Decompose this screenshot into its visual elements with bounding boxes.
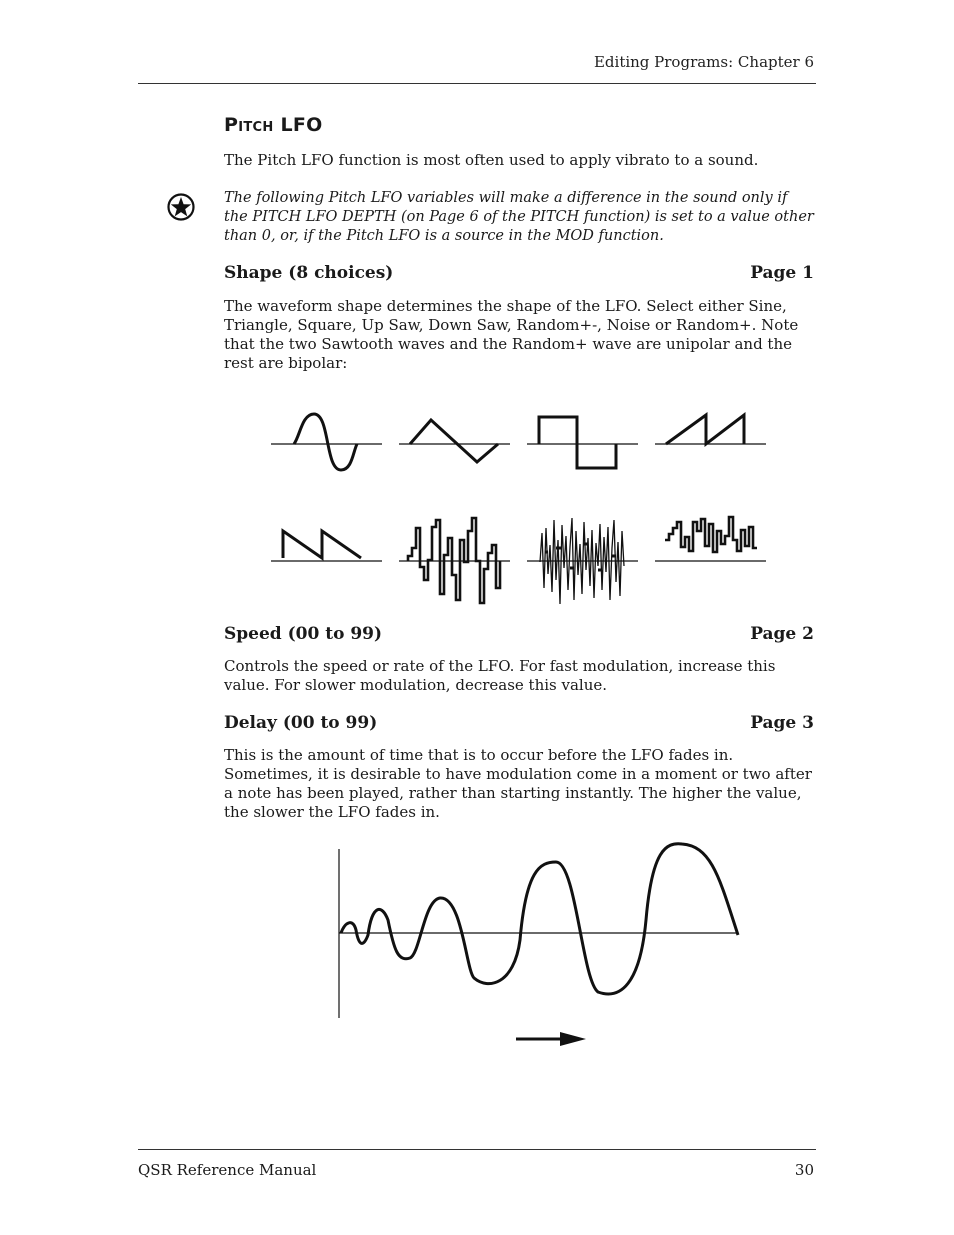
delay-fade-curve xyxy=(341,844,738,994)
param-shape-page: Page 1 xyxy=(750,263,814,283)
footer-manual-title: QSR Reference Manual xyxy=(138,1161,317,1179)
param-speed-page: Page 2 xyxy=(750,624,814,644)
param-shape-text: The waveform shape determines the shape of the LFO. Select either Sine, Triangle, Square, Up Saw, Down Saw, Random+-, Noise or Random+. Note that the two Sawtooth waves and the Random+ wave are unipolar and the rest are bipolar: xyxy=(224,297,799,372)
param-delay-page: Page 3 xyxy=(750,713,814,733)
footer-page-number: 30 xyxy=(794,1161,814,1179)
time-arrow-icon xyxy=(516,1032,586,1046)
footer-rule xyxy=(138,1149,816,1150)
param-speed-text: Controls the speed or rate of the LFO. For fast modulation, increase this value. For slower modulation, decrease this value. xyxy=(224,657,776,694)
param-shape-name: Shape (8 choices) xyxy=(224,263,394,283)
param-delay-name: Delay (00 to 99) xyxy=(224,713,378,733)
param-speed-name: Speed (00 to 99) xyxy=(224,624,383,644)
param-delay-text: This is the amount of time that is to occur before the LFO fades in. Sometimes, it is desirable to have modulation come in a moment or two after a note has been played, rather than starting instantly. The higher the value, the slower the LFO fades in. xyxy=(224,746,812,821)
running-head: Editing Programs: Chapter 6 xyxy=(593,53,814,71)
note-text: The following Pitch LFO variables will make a difference in the sound only if the PITCH LFO DEPTH (on Page 6 of the PITCH function) is set to a value other than 0, or, if the Pitch LFO is a source in the MOD function. xyxy=(224,190,814,244)
section-title: Pitch LFO xyxy=(224,114,323,136)
intro-text: The Pitch LFO function is most often used to apply vibrato to a sound. xyxy=(224,151,759,169)
